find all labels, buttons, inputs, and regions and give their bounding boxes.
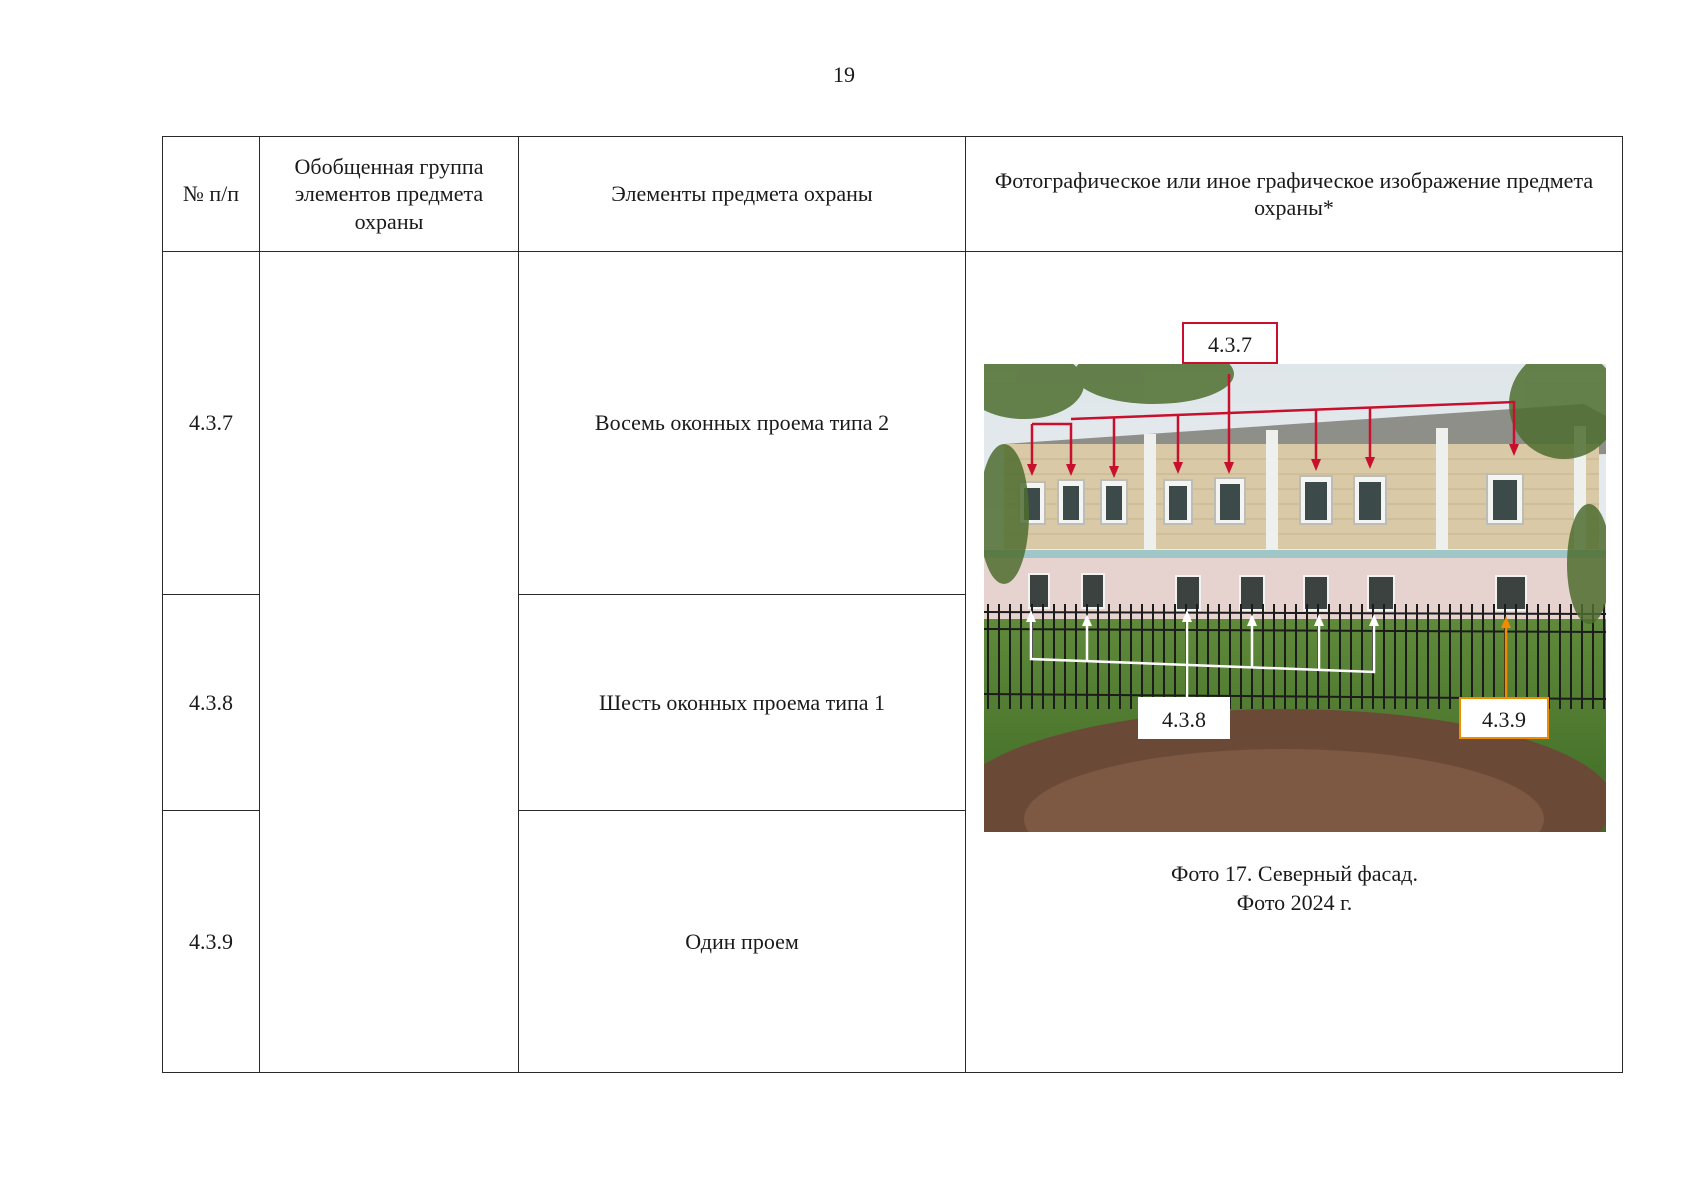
caption-line-1: Фото 17. Северный фасад. [1171,861,1418,886]
header-group: Обобщенная группа элементов предмета охраны [260,137,519,252]
facade-photo [984,364,1606,832]
group-cell [260,252,519,1073]
row-num: 4.3.8 [163,595,260,810]
row-element: Восемь оконных проема типа 2 [519,252,966,595]
header-num: № п/п [163,137,260,252]
label-4-3-7: 4.3.7 [1182,322,1278,364]
caption-line-2: Фото 2024 г. [1236,889,1353,915]
label-4-3-8: 4.3.8 [1138,697,1230,739]
row-num: 4.3.7 [163,252,260,595]
facade-photo-image [984,364,1606,832]
row-element: Один проем [519,810,966,1072]
page-number: 19 [833,62,855,87]
header-elements: Элементы предмета охраны [519,137,966,252]
photo-caption [966,860,1623,917]
row-element: Шесть оконных проема типа 1 [519,595,966,810]
photo-figure [966,252,1623,1116]
row-num: 4.3.9 [163,810,260,1072]
label-4-3-9: 4.3.9 [1459,697,1549,739]
header-row [163,137,1623,252]
protection-table [162,136,1623,1073]
photo-cell [966,252,1623,1073]
table-row [163,252,1623,595]
header-image: Фотографическое или иное графическое изображение предмета охраны* [966,137,1623,252]
